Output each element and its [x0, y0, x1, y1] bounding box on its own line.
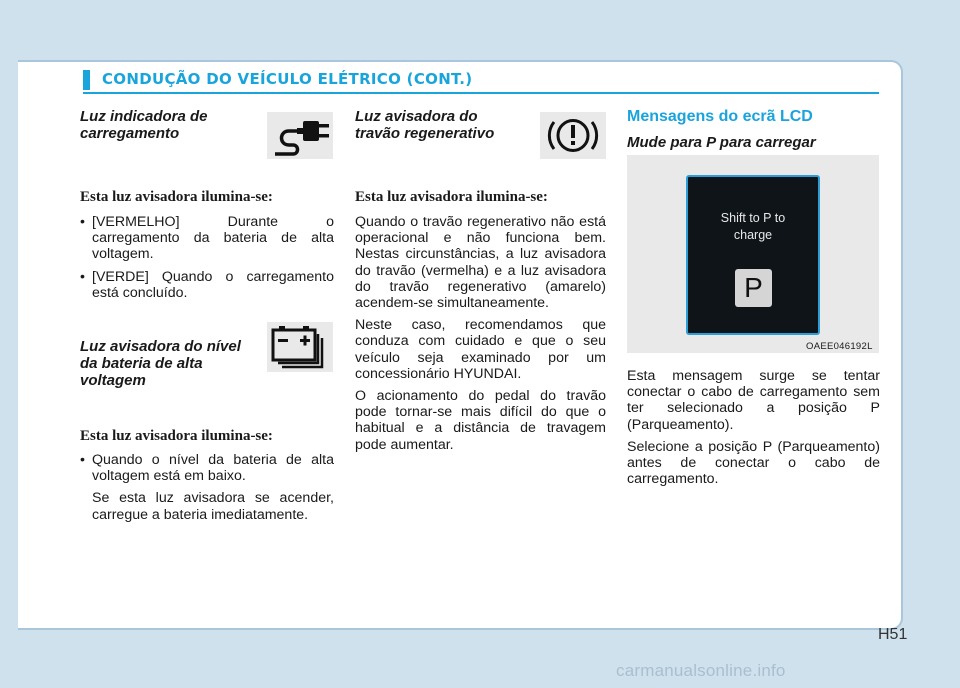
regen-paragraph-1: Quando o travão regenerativo não está operacional e não funciona bem. Nestas circunstâncias, a luz avisadora do travão (vermelha) e a luz avisadora do travão regenerativo (amarelo) acendem-se simultaneamente. — [355, 214, 606, 312]
regen-brake-title: Luz avisadora do travão regenerativo — [355, 108, 495, 142]
list-item: • [VERDE] Quando o carregamento está concluído. — [80, 269, 334, 301]
lcd-screen — [686, 175, 820, 335]
regen-paragraph-2: Neste caso, recomendamos que conduza com cuidado e que o seu veículo seja examinado por um concessionário HYUNDAI. — [355, 317, 606, 382]
watermark: carmanualsonline.info — [616, 661, 786, 680]
battery-note: Se esta luz avisadora se acender, carregue a bateria imediatamente. — [92, 490, 334, 523]
lcd-illustration — [627, 155, 879, 353]
list-item: • [VERMELHO] Durante o carregamento da bateria de alta voltagem. — [80, 214, 334, 263]
battery-subtitle: Esta luz avisadora ilumina-se: — [80, 428, 273, 445]
header-title: CONDUÇÃO DO VEÍCULO ELÉTRICO (CONT.) — [102, 70, 473, 88]
lcd-text-block — [627, 368, 880, 487]
image-code: OAEE046192L — [806, 341, 873, 352]
lcd-message-subheading: Mude para P para carregar — [627, 134, 816, 151]
regen-paragraph-3: O acionamento do pedal do travão pode tornar-se mais difícil do que o habitual e a distância de travagem pode aumentar. — [355, 388, 606, 453]
battery-title: Luz avisadora do nível da bateria de alta voltagem — [80, 338, 241, 390]
warning-circle-icon — [540, 112, 606, 159]
page-number: H51 — [878, 626, 908, 643]
column-2 — [355, 108, 606, 453]
column-3 — [627, 108, 880, 151]
lcd-paragraph-1: Esta mensagem surge se tentar conectar o cabo de carregamento sem ter selecionado a posição P (Parqueamento). — [627, 368, 880, 433]
charging-title: Luz indicadora de carregamento — [80, 108, 208, 142]
plug-icon — [267, 112, 333, 159]
header-rule — [83, 92, 879, 94]
list-item: • Quando o nível da bateria de alta voltagem está em baixo. — [80, 452, 334, 484]
lcd-message: Shift to P to charge — [720, 211, 786, 242]
charging-subtitle: Esta luz avisadora ilumina-se: — [80, 189, 273, 205]
column-1 — [80, 108, 334, 523]
lcd-messages-heading: Mensagens do ecrã LCD — [627, 108, 813, 125]
regen-subtitle: Esta luz avisadora ilumina-se: — [355, 189, 548, 205]
lcd-paragraph-2: Selecione a posição P (Parqueamento) antes de conectar o cabo de carregamento. — [627, 438, 880, 488]
battery-icon — [267, 322, 333, 372]
gear-p-indicator: P — [735, 269, 772, 307]
header-accent-bar — [83, 70, 90, 90]
charging-bullets — [80, 214, 334, 301]
